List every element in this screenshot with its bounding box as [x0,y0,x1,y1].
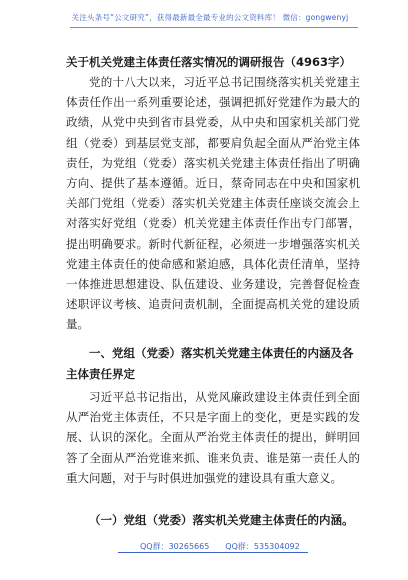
section-heading: 一、党组（党委）落实机关党建主体责任的内涵及各主体责任界定 [66,346,354,381]
section-paragraph: 习近平总书记指出，从党风廉政建设主体责任到全面从严治党主体责任，不只是字面上的变化，更是实践的发展、认识的深化。全面从严治党主体责任的提出，鲜明回答了全面从严治党谁来抓、谁来负责、谁是第一责任人的重大问题，对于与时俱进加强党的建设具有重大意义。 [66,390,360,485]
document-title: 关于机关党建主体责任落实情况的调研报告（4963字） [66,55,352,69]
footer-divider [118,552,308,553]
header-banner: 关注头条号“公文研究”，获得最新最全最专业的公文资料库！ 微信：gongwenyj [71,13,349,22]
footer-contact: QQ群：30265665 QQ群：535304092 [140,542,300,551]
subsection-heading: （一）党组（党委）落实机关党建主体责任的内涵。 [89,513,354,527]
intro-paragraph: 党的十八大以来，习近平总书记围绕落实机关党建主体责任作出一系列重要论述，强调把抓好党建作为最大的政绩，从党中央到省市县党委，从中央和国家机关部门党组（党委）到基层党支部，都要肩负起全面从严治党主体责任，为党组（党委）落实机关党建主体责任指出了明确方向、提供了基本遵循。近日，蔡奇同志在中央和国家机关部门党组（党委）落实机关党建主体责任座谈交流会上对落实好党组（党委）机关党建主体责任作出专门部署，提出明确要求。新时代新征程，必须进一步增强落实机关党建主体责任的使命感和紧迫感，具体化责任清单，坚持一体推进思想建设、队伍建设、业务建设，完善督促检查述职评议考核、追责问责机制，全面提高机关党的建设质量。 [66,75,360,332]
header-divider [70,27,358,28]
